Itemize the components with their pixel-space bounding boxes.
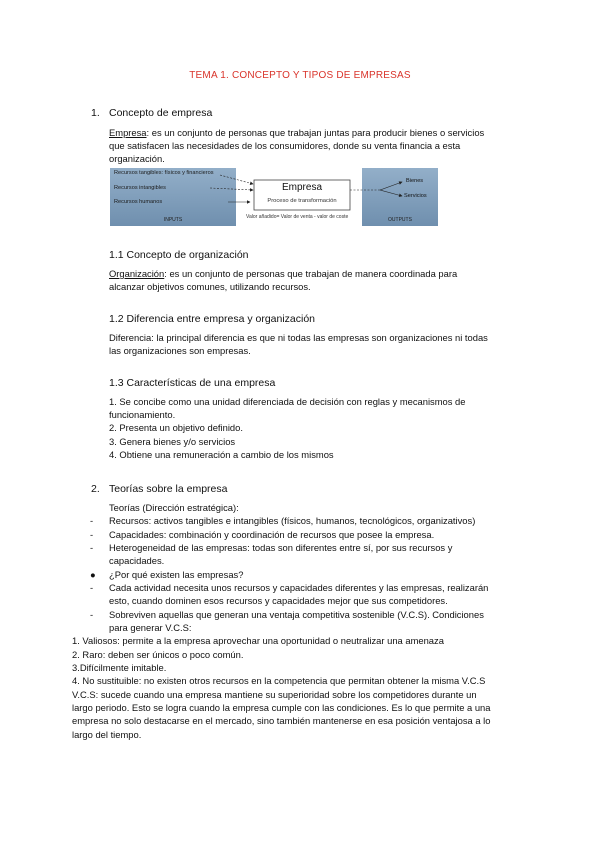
bullet-text: capacidades. xyxy=(109,555,165,566)
value-added-note: Valor añadido= Valor de venta - valor de coste xyxy=(246,214,349,220)
organizacion-term: Organización xyxy=(109,268,165,279)
empresa-def-line3: organización. xyxy=(109,153,165,164)
caracteristica-line: 2. Presenta un objetivo definido. xyxy=(109,422,243,433)
caracteristica-line: 3. Genera bienes y/o servicios xyxy=(109,436,236,447)
page-title: TEMA 1. CONCEPTO Y TIPOS DE EMPRESAS xyxy=(189,70,411,81)
vcs-line: V.C.S: sucede cuando una empresa mantiene su superioridad sobre los competidores durante un xyxy=(72,689,477,700)
bullet-text: Heterogeneidad de las empresas: todas son diferentes entre sí, por sus recursos y xyxy=(109,542,453,553)
empresa-diagram xyxy=(110,168,438,228)
dash-bullet: - xyxy=(90,515,94,526)
input-tangibles: Recursos tangibles: físicos y financieros xyxy=(114,170,214,176)
dash-bullet: - xyxy=(90,609,94,620)
inputs-label: INPUTS xyxy=(163,217,183,223)
dash-bullet: - xyxy=(90,582,94,593)
vcs-line: largo del tiempo. xyxy=(72,729,142,740)
section-1-heading: Concepto de empresa xyxy=(109,107,213,119)
empresa-def-line1: : es un conjunto de personas que trabajan juntas para producir bienes o servicios xyxy=(146,127,485,138)
diferencia-line1: Diferencia: la principal diferencia es que ni todas las empresas son organizaciones ni todas xyxy=(109,332,488,343)
input-humanos: Recursos humanos xyxy=(114,199,163,205)
section-1-3-heading: 1.3 Características de una empresa xyxy=(109,377,276,389)
condition-line: 4. No sustituible: no existen otros recursos en la competencia que permitan obtener la misma V.C.S xyxy=(72,675,486,686)
condition-line: 3.Difícilmente imitable. xyxy=(72,662,167,673)
empresa-box-title: Empresa xyxy=(281,182,322,193)
section-1-number: 1. xyxy=(91,107,100,119)
section-1-1-heading: 1.1 Concepto de organización xyxy=(109,249,249,261)
caracteristica-line: 1. Se concibe como una unidad diferenciada de decisión con reglas y mecanismos de xyxy=(109,396,466,407)
bullet-text: Capacidades: combinación y coordinación de recursos que posee la empresa. xyxy=(109,529,435,540)
bullet-text: para generar V.C.S: xyxy=(109,622,192,633)
dot-bullet: ● xyxy=(90,569,96,580)
output-bienes: Bienes xyxy=(406,178,424,184)
bullet-text: ¿Por qué existen las empresas? xyxy=(109,569,244,580)
vcs-line: largo periodo. Esto se logra cuando la empresa cumple con las condiciones. Es lo que permite a una xyxy=(72,702,491,713)
bullet-text: Sobreviven aquellas que generan una ventaja competitiva sostenible (V.C.S). Condiciones xyxy=(109,609,484,620)
empresa-def-line2: que satisfacen las necesidades de los consumidores, donde su venta financia a esta xyxy=(109,140,461,151)
dash-bullet: - xyxy=(90,542,94,553)
organizacion-def-line2: alcanzar objetivos comunes, utilizando recursos. xyxy=(109,281,311,292)
input-intangibles: Recursos intangibles xyxy=(114,185,166,191)
diferencia-line2: las organizaciones son empresas. xyxy=(109,345,251,356)
outputs-label: OUTPUTS xyxy=(388,217,412,223)
caracteristica-line: 4. Obtiene una remuneración a cambio de los mismos xyxy=(109,449,334,460)
empresa-box-subtitle: Proceso de transformación xyxy=(267,198,337,204)
organizacion-def-line1: : es un conjunto de personas que trabajan de manera coordinada para xyxy=(164,268,458,279)
bullet-text: esto, cuando dominen esos recursos y capacidades mejor que sus competidores. xyxy=(109,595,448,606)
section-1-2-heading: 1.2 Diferencia entre empresa y organización xyxy=(109,313,316,325)
bullet-text: Cada actividad necesita unos recursos y capacidades diferentes y las empresas, realizarán xyxy=(109,582,489,593)
dash-bullet: - xyxy=(90,529,94,540)
condition-line: 1. Valiosos: permite a la empresa aprovechar una oportunidad o neutralizar una amenaza xyxy=(72,635,444,646)
empresa-term: Empresa xyxy=(109,127,147,138)
section-2-heading: Teorías sobre la empresa xyxy=(109,483,228,495)
caracteristica-line: funcionamiento. xyxy=(109,409,176,420)
teorias-intro: Teorías (Dirección estratégica): xyxy=(109,502,239,513)
empresa-definition xyxy=(109,126,484,140)
bullet-text: Recursos: activos tangibles e intangibles (físicos, humanos, tecnológicos, organizativos) xyxy=(109,515,476,526)
organizacion-definition xyxy=(109,267,457,281)
output-servicios: Servicios xyxy=(404,193,427,199)
condition-line: 2. Raro: deben ser únicos o poco común. xyxy=(72,649,244,660)
section-2-number: 2. xyxy=(91,483,100,495)
vcs-line: empresa no solo destacarse en el mercado, sino también mantenerse en esa posición ventajosa a lo xyxy=(72,715,491,726)
